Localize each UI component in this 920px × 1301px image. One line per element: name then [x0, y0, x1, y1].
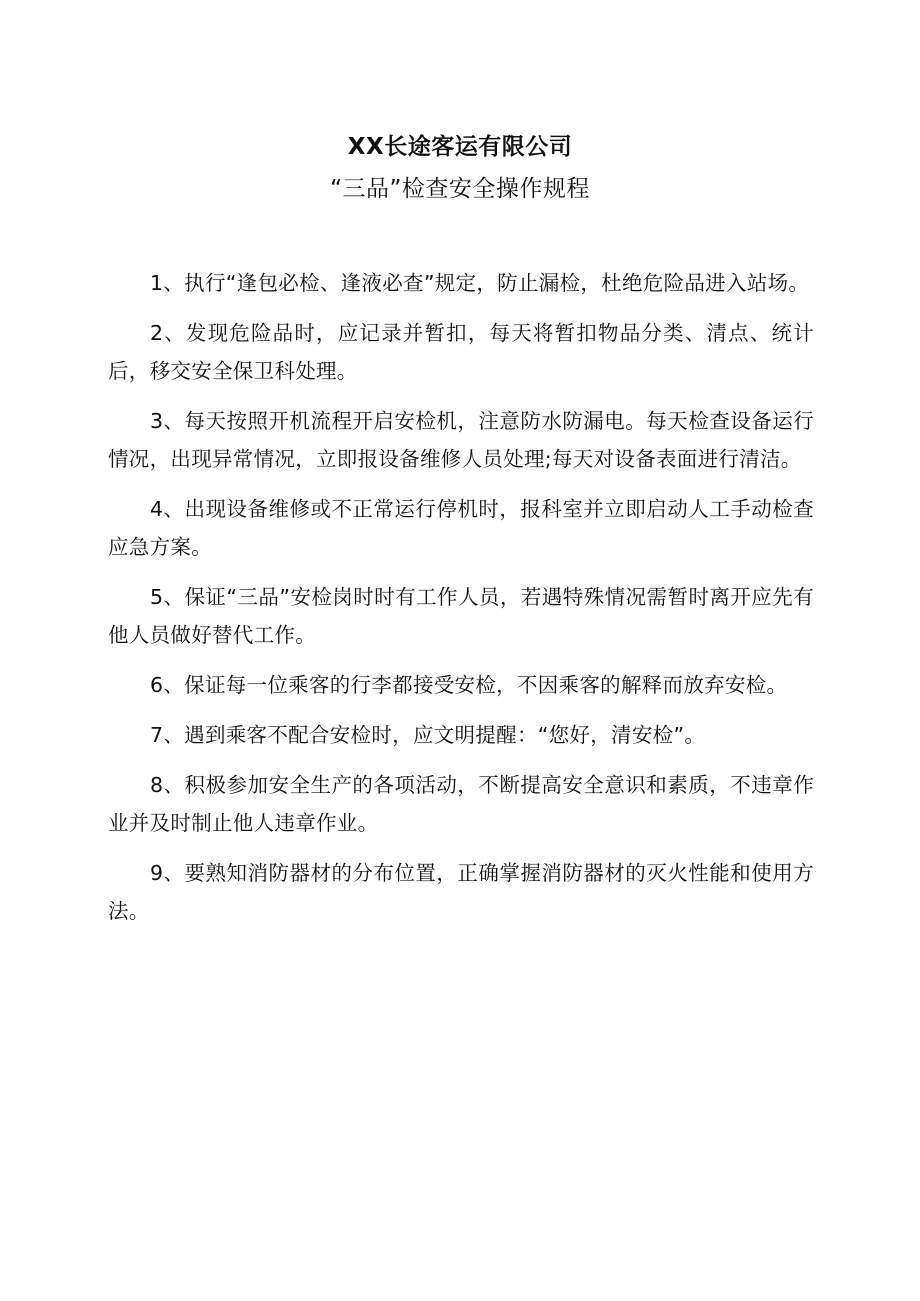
paragraph-2: 2、发现危险品时，应记录并暂扣，每天将暂扣物品分类、清点、统计后，移交安全保卫科处理。	[108, 321, 814, 383]
document-body	[108, 264, 814, 942]
paragraph-3: 3、每天按照开机流程开启安检机，注意防水防漏电。每天检查设备运行情况，出现异常情况，立即报设备维修人员处理;每天对设备表面进行清洁。	[108, 409, 814, 471]
paragraph-8: 8、积极参加安全生产的各项活动，不断提高安全意识和素质，不违章作业并及时制止他人违章作业。	[108, 773, 814, 835]
paragraph-4: 4、出现设备维修或不正常运行停机时，报科室并立即启动人工手动检查应急方案。	[108, 497, 814, 559]
paragraph-9: 9、要熟知消防器材的分布位置，正确掌握消防器材的灭火性能和使用方法。	[108, 861, 814, 923]
paragraph-7: 7、遇到乘客不配合安检时，应文明提醒：“您好，清安检”。	[150, 723, 706, 747]
title-block	[0, 126, 920, 210]
paragraph-1: 1、执行“逢包必检、逢液必查”规定，防止漏检，杜绝危险品进入站场。	[150, 271, 810, 295]
document-subtitle: “三品”检查安全操作规程	[330, 176, 590, 202]
company-title: XX长途客运有限公司	[347, 134, 573, 160]
paragraph-6: 6、保证每一位乘客的行李都接受安检，不因乘客的解释而放弃安检。	[150, 673, 788, 697]
paragraph-5: 5、保证“三品”安检岗时时有工作人员，若遇特殊情况需暂时离开应先有他人员做好替代工作。	[108, 585, 814, 647]
